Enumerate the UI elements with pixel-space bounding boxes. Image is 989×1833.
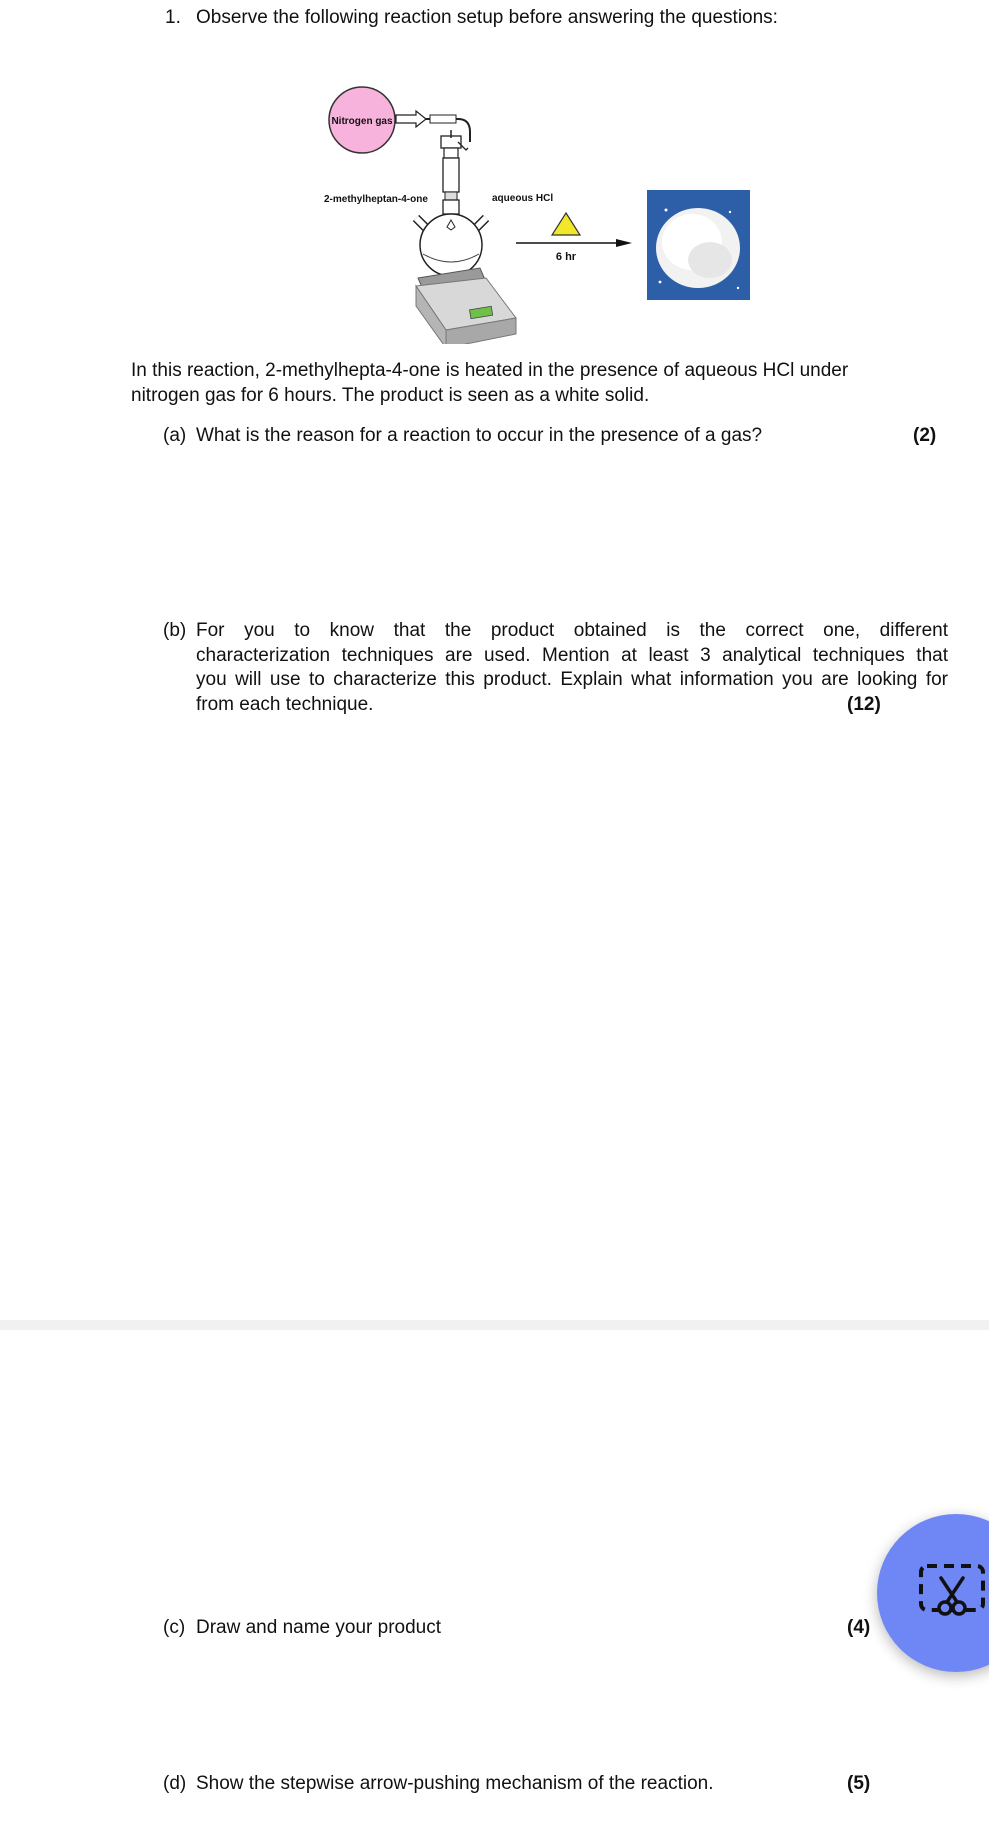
part-d-label: (d) <box>163 1773 187 1794</box>
part-b-line-3: you will use to characterize this product. Explain what information you are looking for <box>196 669 948 690</box>
description-line-2: nitrogen gas for 6 hours. The product is seen as a white solid. <box>131 385 650 406</box>
part-a-text: What is the reason for a reaction to occur in the presence of a gas? <box>196 425 763 446</box>
part-b-line-2: characterization techniques are used. Mention at least 3 analytical techniques that <box>196 644 948 666</box>
part-a-marks: (2) <box>913 425 937 446</box>
part-a-label: (a) <box>163 425 187 446</box>
description-line-1: In this reaction, 2-methylhepta-4-one is heated in the presence of aqueous HCl under <box>131 360 849 381</box>
gas-label: Nitrogen gas <box>331 116 393 127</box>
balance-icon <box>416 268 516 344</box>
time-label: 6 hr <box>555 251 577 263</box>
screenshot-scissors-icon <box>917 1562 987 1626</box>
part-b-label: (b) <box>163 620 187 641</box>
question-intro: Observe the following reaction setup before answering the questions: <box>196 7 778 28</box>
part-d-marks: (5) <box>847 1773 871 1794</box>
part-c-text: Draw and name your product <box>196 1617 442 1638</box>
heat-triangle-icon <box>552 213 580 235</box>
product-photo <box>647 190 750 300</box>
part-d-text: Show the stepwise arrow-pushing mechanism of the reaction. <box>196 1773 714 1794</box>
nitrogen-gas-bulb <box>329 87 395 153</box>
page-2 <box>0 1330 989 1833</box>
adaptor-icon <box>441 130 468 200</box>
reactant-label: 2-methylheptan-4-one <box>324 194 428 205</box>
part-b-marks: (12) <box>847 693 881 715</box>
part-b-line-4: from each technique. <box>196 693 374 715</box>
part-c-label: (c) <box>163 1617 186 1638</box>
gas-flow-arrow <box>396 111 426 127</box>
reaction-setup-diagram <box>320 82 760 344</box>
part-b-line-1: For you to know that the product obtained is the correct one, different <box>196 620 948 641</box>
part-c-marks: (4) <box>847 1617 871 1638</box>
flask-icon <box>416 200 486 276</box>
question-number: 1. <box>165 7 181 28</box>
reagent-label: aqueous HCl <box>492 193 554 204</box>
page-separator <box>0 1320 989 1330</box>
